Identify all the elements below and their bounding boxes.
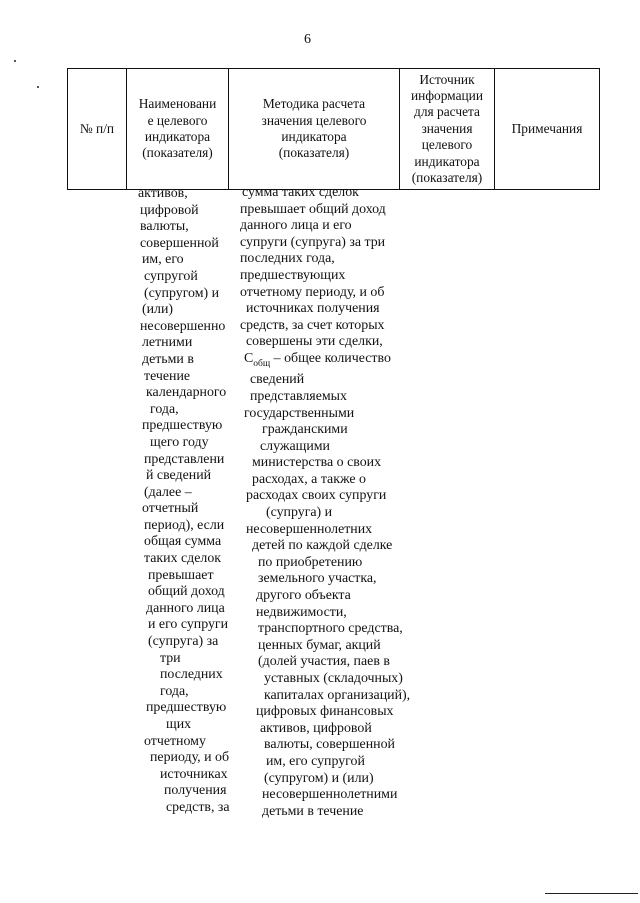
indicator-name-line: (или)	[142, 302, 174, 318]
calculation-method-line: министерства о своих	[252, 455, 382, 471]
header-cell-notes: Примечания	[511, 120, 583, 136]
indicator-name-line: представлени	[144, 451, 225, 467]
calculation-method-line: средств, за счет которых	[240, 317, 385, 333]
calculation-method-line: сумма таких сделок	[242, 185, 359, 200]
calculation-method-line: отчетному периоду, и об	[240, 284, 385, 300]
calculation-method-line: активов, цифровой	[260, 720, 372, 736]
calculation-method-line: предшествующих	[240, 267, 346, 283]
indicator-name-line: детьми в	[142, 351, 194, 367]
indicator-name-line: средств, за	[166, 799, 230, 815]
indicator-name-line: последних	[160, 667, 223, 683]
calculation-method-line: валюты, совершенной	[264, 737, 395, 753]
indicator-name-line: цифровой	[140, 202, 199, 218]
calculation-method-line: совершены эти сделки,	[246, 334, 383, 350]
calculation-method-line: по приобретению	[258, 554, 363, 570]
calculation-method-line: гражданскими	[262, 422, 348, 438]
indicator-name-line: общая сумма	[144, 534, 222, 550]
header-cell-information-source: Источник информации для расчета значения целевого индикатора (показателя)	[400, 69, 495, 189]
calculation-method-line: уставных (складочных)	[264, 671, 403, 686]
calculation-method-line: источниках получения	[246, 301, 380, 317]
indicator-name-line: периоду, и об	[150, 750, 230, 766]
indicator-name-line: три	[160, 650, 181, 666]
calculation-method-line: расходах своих супруги	[246, 488, 387, 504]
indicator-name-line: календарного	[146, 385, 227, 401]
calculation-method-line: супруги (супруга) за три	[240, 234, 386, 250]
calculation-method-line: расходах, а также о	[252, 471, 366, 487]
indicator-name-line: отчетный	[142, 501, 199, 517]
calculation-method-line: транспортного средства,	[258, 621, 403, 637]
calculation-method-line: цифровых финансовых	[256, 704, 394, 720]
indicator-name-line: данного лица	[146, 600, 225, 616]
calculation-method-line: (супругом) и (или)	[264, 770, 374, 786]
indicator-name-line: (супруга) за	[148, 634, 219, 650]
footer-line	[545, 893, 638, 894]
calculation-method-line: несовершеннолетних	[246, 521, 373, 537]
calculation-method-line: капиталах организаций),	[264, 687, 411, 703]
calculation-method-line: другого объекта	[256, 588, 351, 604]
indicator-name-line: предшествую	[146, 700, 227, 716]
indicator-name-line: (супругом) и	[144, 285, 220, 301]
indicator-name-line: щего году	[150, 434, 209, 450]
calculation-method-line: $С_{общ}$ – общее количество	[244, 350, 391, 369]
calculation-method-line: детьми в течение	[262, 803, 364, 819]
calculation-method-line: недвижимости,	[256, 604, 347, 620]
indicator-name-line: (далее –	[144, 484, 192, 500]
header-cell-calculation-method: Методика расчета значения целевого индикатора (показателя)	[229, 69, 400, 189]
calculation-method-line: детей по каждой сделке	[252, 538, 393, 554]
scan-speck	[14, 60, 16, 62]
calculation-method-line: данного лица и его	[240, 218, 352, 234]
indicator-name-line: отчетному	[144, 733, 206, 749]
indicator-name-line: года,	[160, 683, 189, 699]
calculation-method-line: ценных бумаг, акций	[258, 637, 381, 653]
header-cell-number: № п/п	[68, 69, 127, 189]
header-cell-indicator-name: Наименовани е целевого индикатора (показателя)	[127, 69, 229, 189]
calculation-method-line: (долей участия, паев в	[258, 654, 390, 670]
calculation-method-line: земельного участка,	[258, 571, 377, 587]
indicator-name-line: период), если	[144, 517, 225, 533]
scan-speck	[37, 86, 39, 88]
calculation-method-line: представляемых	[250, 388, 347, 404]
calculation-method-text	[240, 185, 420, 820]
calculation-method-line: превышает общий доход	[240, 201, 386, 217]
indicator-name-line: им, его	[142, 252, 184, 268]
calculation-method-line: сведений	[250, 372, 305, 388]
indicator-name-line: щих	[166, 717, 192, 732]
indicator-name-line: общий доход	[148, 584, 225, 600]
indicator-name-line: валюты,	[140, 219, 189, 235]
indicator-name-text	[138, 186, 238, 817]
indicator-name-line: предшествую	[142, 418, 223, 434]
calculation-method-line: (супруга) и	[266, 505, 333, 521]
indicator-name-line: получения	[164, 783, 227, 799]
calculation-method-line: государственными	[244, 405, 355, 421]
indicator-name-line: и его супруги	[148, 617, 229, 633]
indicator-name-line: таких сделок	[144, 551, 222, 567]
indicator-name-line: источниках	[160, 766, 228, 782]
indicator-name-line: активов,	[138, 186, 188, 201]
table-header-row	[67, 68, 600, 190]
calculation-method-line: им, его супругой	[266, 753, 365, 769]
page-number: 6	[304, 32, 311, 47]
calculation-method-line: служащими	[260, 438, 330, 454]
indicator-name-line: течение	[144, 368, 191, 384]
indicator-name-line: несовершенно	[140, 318, 226, 334]
indicator-name-line: супругой	[144, 268, 198, 284]
indicator-name-line: превышает	[148, 567, 214, 583]
indicator-name-line: летними	[142, 335, 193, 351]
calculation-method-line: несовершеннолетними	[262, 787, 398, 803]
calculation-method-line: последних года,	[240, 251, 335, 267]
indicator-name-line: й сведений	[146, 468, 212, 484]
indicator-name-line: совершенной	[140, 235, 219, 251]
indicator-name-line: года,	[150, 401, 179, 417]
